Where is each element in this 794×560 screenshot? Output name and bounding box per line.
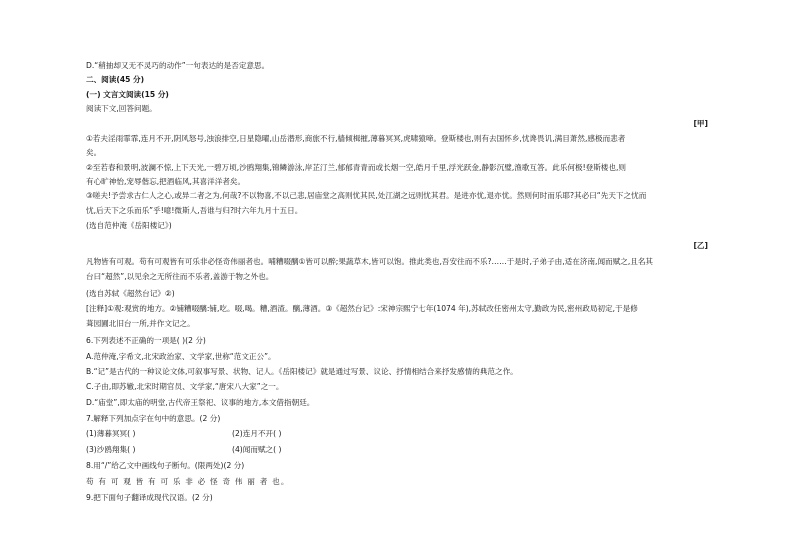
passage-yi-tag: [乙] [693,241,708,250]
question-7-item-4: (4)闻而赋之( ) [232,445,282,454]
question-6: 6.下列表述不正确的一项是( )(2 分) [86,336,206,345]
passage-yi-source: (选自苏轼《超然台记》②) [86,289,175,298]
question-6-option-c: C.子由,即苏辙,北宋时期官员、文学家,“唐宋八大家”之一。 [86,382,284,391]
annotation-line-cont: 葺园圃北旧台一所,并作文记之。 [86,319,195,328]
question-7-item-1: (1)薄暮冥冥( ) [86,429,136,438]
section-heading: 二、阅读(45 分) [86,75,145,84]
passage-jia-source: (选自范仲淹《岳阳楼记》) [86,221,172,230]
passage-jia-p2-cont: 有心旷神怡,宠辱偕忘,把酒临风,其喜洋洋者矣。 [86,177,246,186]
instruction-line: 阅读下文,回答问题。 [86,104,157,113]
annotation-line: [注释]①观:观赏的地方。②铺糟啜醨:铺,吃。啜,喝。糟,酒渣。醨,薄酒。③《超然台记》:宋神宗熙宁七年(1074 年),苏轼改任密州太守,勤政为民,密州政局初定,于是修 [86,304,638,313]
question-7-item-3: (3)沙鸥翔集( ) [86,445,136,454]
passage-jia-p1-cont: 矣。 [86,148,102,157]
subsection-heading: (一) 文言文阅读(15 分) [86,90,169,99]
question-7: 7.解释下列加点字在句中的意思。(2 分) [86,414,221,423]
question-8-sentence: 苟 有 可 观 皆 有 可 乐 非 必 怪 奇 伟 丽 者 也。 [86,477,290,486]
question-6-option-d: D.“庙堂”,即太庙的明堂,古代帝王祭祀、议事的地方,本文借指朝廷。 [86,398,315,407]
passage-yi-p1-cont: 台曰“超然”,以见余之无所往而不乐者,盖游于物之外也。 [86,272,274,281]
passage-jia-p3-cont: 忧,后天下之乐而乐”乎!噫!微斯人,吾谁与归?时六年九月十五日。 [86,206,303,215]
passage-jia-p3: ③嗟夫!予尝求古仁人之心,或异二者之为,何哉?不以物喜,不以己悲,居庙堂之高则忧其民,处江湖之远则忧其君。是进亦忧,退亦忧。然则何时而乐耶?其必曰“先天下之忧而 [86,191,647,200]
question-6-option-a: A.范仲淹,字希文,北宋政治家、文学家,世称“范文正公”。 [86,352,276,361]
question-7-item-2: (2)连月不开( ) [232,429,282,438]
passage-yi-p1: 凡物皆有可观。苟有可观皆有可乐非必怪奇伟丽者也。哺糟啜醨①皆可以醉;果蔬草木,皆可以饱。推此类也,吾安往而不乐?……于是时,子弟子由,适在济南,闻而赋之,且名其 [86,257,654,266]
passage-jia-p1: ①若夫淫雨霏霏,连月不开,阴风怒号,浊浪排空,日星隐曜,山岳潜形,商旅不行,樯倾楫摧,薄暮冥冥,虎啸猿啼。登斯楼也,则有去国怀乡,忧谗畏讥,满目萧然,感极而悲者 [86,134,626,143]
question-8: 8.用“/”给乙文中画线句子断句。(限两处)(2 分) [86,461,245,470]
option-d-line: D.“稍抽却又无不灵巧的动作”一句表达的是否定意思。 [86,61,270,70]
passage-jia-p2: ②至若春和景明,波澜不惊,上下天光,一碧万顷,沙鸥翔集,锦鳞游泳,岸芷汀兰,郁郁青青而或长烟一空,皓月千里,浮光跃金,静影沉璧,渔歌互答。此乐何极!登斯楼也,则 [86,163,626,172]
passage-jia-tag: [甲] [693,119,708,128]
question-6-option-b: B.“记”是古代的一种议论文体,可叙事写景、状物、记人。《岳阳楼记》就是通过写景、议论、抒情相结合来抒发感情的典范之作。 [86,367,518,376]
question-9: 9.把下面句子翻译成现代汉语。(2 分) [86,493,213,502]
